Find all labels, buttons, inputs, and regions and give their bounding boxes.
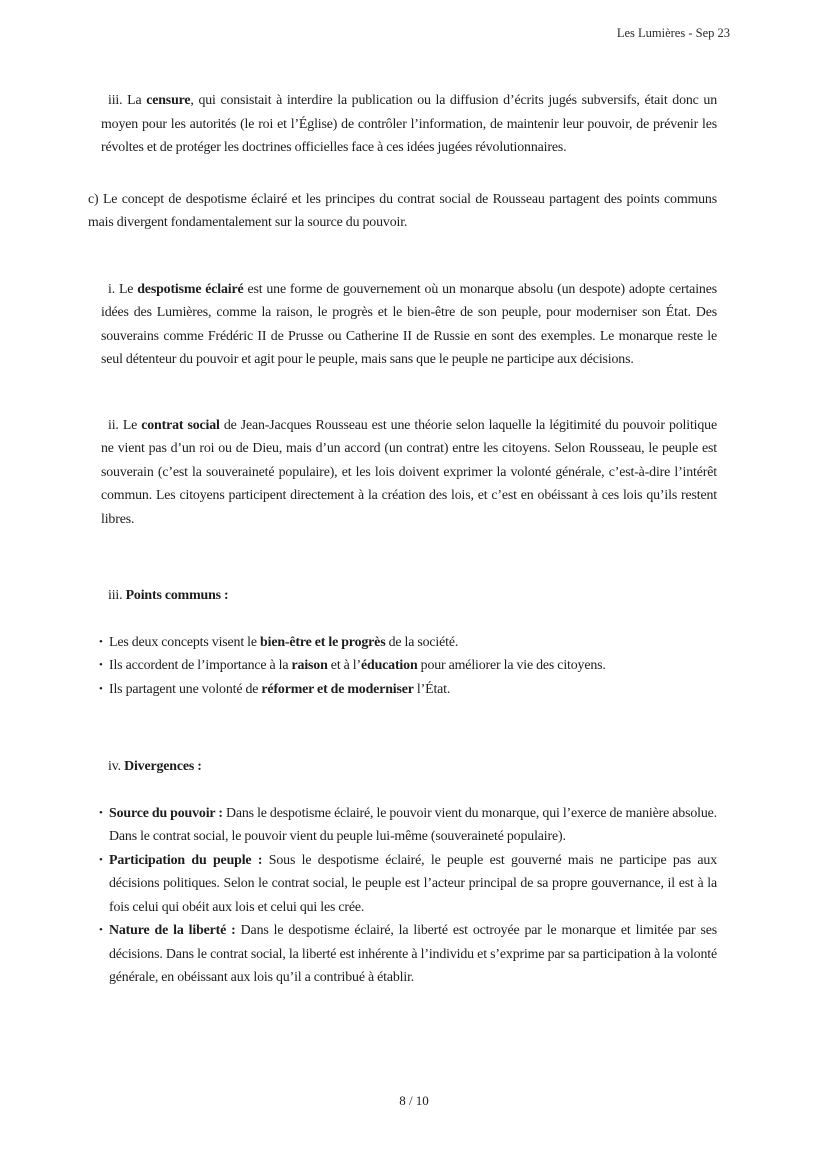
text-run: et à l’: [327, 658, 361, 673]
list-item: [99, 802, 717, 849]
list-item: [99, 654, 717, 678]
bold-text: despotisme éclairé: [137, 281, 244, 297]
document-content: [88, 0, 717, 990]
text-run: est une forme de gouvernement où un monarque absolu (un despote) adopte certaines idées des Lumières, comme la raison, le progrès et le bien-être de son peuple, pour moderniser son État. Des souverains comme Frédéric II de Prusse ou Catherine II de Russie en sont des exemples. Le monarque reste le seul détenteur du pouvoir et agit pour le peuple, mais sans que le peuple ne participe aux décisions.: [101, 281, 717, 367]
list-item: [99, 631, 717, 655]
bold-text: Nature de la liberté :: [109, 923, 236, 938]
list-item: [99, 678, 717, 702]
text-run: ii. Le: [108, 417, 142, 433]
text-run: i. Le: [108, 281, 138, 297]
paragraph: [88, 188, 717, 235]
text-run: l’État.: [413, 681, 451, 697]
text-run: iv.: [108, 759, 125, 774]
text-run: , qui consistait à interdire la publication ou la diffusion d’écrits jugés subversifs, était donc un moyen pour les autorités (le roi et l’Église) de contrôler l’information, de maintenir leur pouvoir, de prévenir les révoltes et de protéger les doctrines officielles face à ces idées jugées révolutionnaires.: [101, 93, 717, 155]
paragraph: [101, 414, 717, 532]
bold-text: Source du pouvoir :: [109, 805, 223, 821]
bold-text: réformer et de moderniser: [261, 681, 414, 697]
bold-text: raison: [291, 658, 328, 673]
header-title: Les Lumières - Sep 23: [616, 26, 730, 40]
paragraph: [101, 584, 717, 608]
text-run: Ils partagent une volonté de: [109, 681, 262, 697]
text-run: Les deux concepts visent le: [109, 634, 261, 650]
bold-text: Points communs :: [125, 588, 229, 603]
bold-text: bien-être et le progrès: [260, 634, 386, 650]
list-item: [99, 919, 717, 990]
text-run: c) Le concept de despotisme éclairé et les principes du contrat social de Rousseau partagent des points communs mais divergent fondamentalement sur la source du pouvoir.: [88, 191, 717, 230]
text-run: de Jean-Jacques Rousseau est une théorie selon laquelle la légitimité du pouvoir politique ne vient pas d’un roi ou de Dieu, mais d’un accord (un contrat) entre les citoyens. Selon Rousseau, le peuple est souverain (c’est la souveraineté populaire), et les lois doivent exprimer la volonté générale, c’est-à-dire l’intérêt commun. Les citoyens participent directement à la création des lois, et c’est en obéissant à ces lois qu’ils restent libres.: [101, 417, 717, 527]
bullet-list: [99, 802, 717, 990]
bullet-list: [99, 631, 717, 702]
bold-text: censure: [146, 93, 191, 108]
text-run: iii.: [108, 588, 126, 603]
page-footer: [0, 1093, 828, 1109]
paragraph: [101, 278, 717, 372]
bold-text: Divergences :: [124, 759, 202, 774]
text-run: de la société.: [385, 634, 459, 650]
bold-text: contrat social: [141, 417, 220, 433]
bold-text: éducation: [360, 658, 418, 673]
text-run: Ils accordent de l’importance à la: [109, 658, 292, 673]
paragraph: [101, 755, 717, 779]
bold-text: Participation du peuple :: [109, 852, 263, 868]
text-run: Dans le despotisme éclairé, le pouvoir vient du monarque, qui l’exerce de manière absolue. Dans le contrat social, le pouvoir vient du peuple lui-même (souveraineté populaire).: [109, 805, 717, 844]
text-run: pour améliorer la vie des citoyens.: [417, 658, 606, 673]
text-run: Sous le despotisme éclairé, le peuple est gouverné mais ne participe pas aux décisions politiques. Selon le contrat social, le peuple est l’acteur principal de sa propre gouvernance, il est à la fois celui qui obéit aux lois et celui qui les crée.: [109, 852, 717, 915]
text-run: Dans le despotisme éclairé, la liberté est octroyée par le monarque et limitée par ses décisions. Dans le contrat social, la liberté est inhérente à l’individu et s’exprime par sa participation à la volonté générale, en obéissant aux lois qu’il a contribué à établir.: [109, 923, 717, 985]
list-item: [99, 849, 717, 920]
text-run: iii. La: [108, 93, 147, 108]
page-number: 8 / 10: [399, 1093, 429, 1108]
paragraph: [101, 89, 717, 160]
